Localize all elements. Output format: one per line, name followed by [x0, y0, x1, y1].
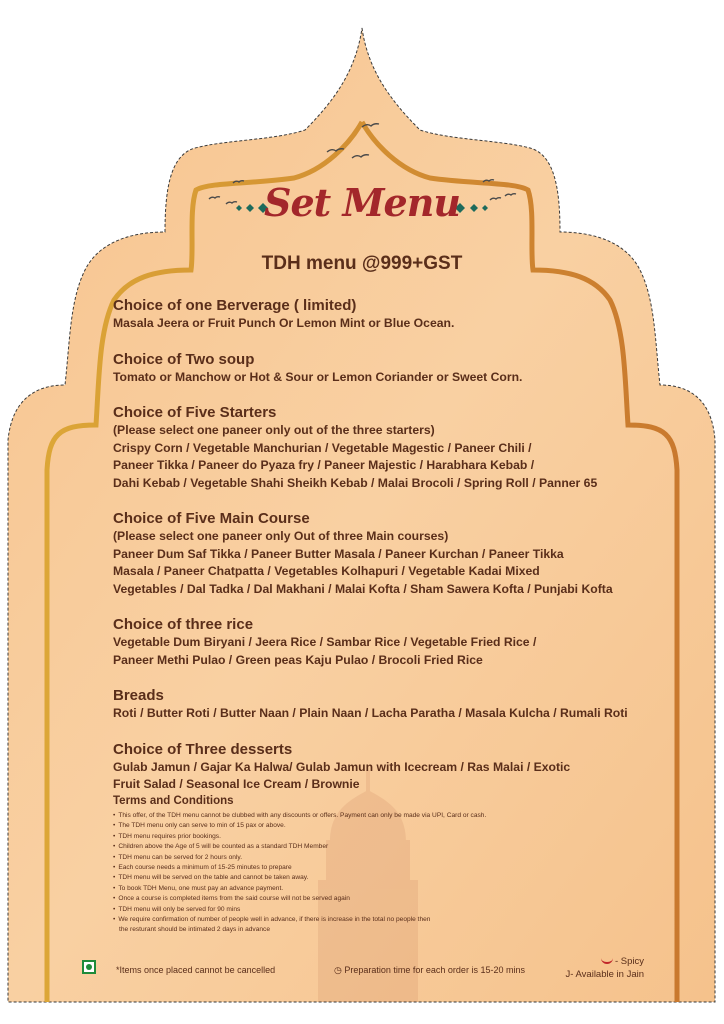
section-line: Vegetable Dum Biryani / Jeera Rice / Sambar Rice / Vegetable Fried Rice /: [113, 635, 537, 649]
section-main-course: [113, 509, 693, 598]
section-line: Fruit Salad / Seasonal Ice Cream / Brownie: [113, 777, 360, 791]
legend: [565, 955, 644, 981]
menu-sections: [113, 296, 693, 811]
section-heading: Choice of Five Starters: [113, 404, 277, 421]
section-line: Paneer Dum Saf Tikka / Paneer Butter Masala / Paneer Kurchan / Paneer Tikka: [113, 546, 564, 561]
section-starters: [113, 403, 693, 492]
section-note: (Please select one paneer only out of the three starters): [113, 423, 435, 437]
section-note: (Please select one paneer only Out of three Main courses): [113, 529, 449, 543]
menu-title: Set Menu: [264, 180, 460, 225]
terms-and-conditions: [113, 794, 573, 936]
section-heading: Breads: [113, 687, 164, 704]
term-item: • We require confirmation of number of people well in advance, if there is increase in the total no people then: [113, 916, 431, 924]
term-item: • Once a course is completed items from the said course will not be served again: [113, 895, 350, 903]
term-item: • TDH menu will only be served for 90 mins: [113, 905, 241, 913]
section-line: Paneer Methi Pulao / Green peas Kaju Pulao / Brocoli Fried Rice: [113, 652, 483, 667]
veg-symbol-icon: [82, 960, 96, 974]
term-item-continuation: the resturant should be intimated 2 days in advance: [119, 926, 271, 934]
section-line: Paneer Tikka / Paneer do Pyaza fry / Paneer Majestic / Harabhara Kebab /: [113, 458, 535, 472]
section-beverage: [113, 296, 693, 333]
terms-heading: Terms and Conditions: [113, 795, 234, 807]
section-line: Masala / Paneer Chatpatta / Vegetables Kolhapuri / Vegetable Kadai Mixed: [113, 564, 540, 578]
clock-icon: ◷: [334, 965, 342, 975]
section-line: Roti / Butter Roti / Butter Naan / Plain Naan / Lacha Paratha / Masala Kulcha / Rumali Roti: [113, 706, 628, 720]
section-line: Tomato or Manchow or Hot & Sour or Lemon Coriander or Sweet Corn.: [113, 369, 523, 384]
section-line: Masala Jeera or Fruit Punch Or Lemon Mint or Blue Ocean.: [113, 316, 455, 330]
legend-jain: J- Available in Jain: [565, 969, 644, 980]
section-breads: [113, 686, 693, 723]
term-item: • TDH menu will be served on the table and cannot be taken away.: [113, 874, 309, 882]
term-item: • TDH menu requires prior bookings.: [113, 832, 221, 840]
prep-time-note: ◷ Preparation time for each order is 15-20 mins: [334, 965, 525, 975]
section-heading: Choice of Five Main Course: [113, 510, 310, 527]
section-rice: [113, 615, 693, 669]
section-heading: Choice of one Berverage ( limited): [113, 297, 357, 314]
section-line: Crispy Corn / Vegetable Manchurian / Vegetable Magestic / Paneer Chili /: [113, 440, 532, 455]
menu-price-subtitle: TDH menu @999+GST: [261, 253, 463, 274]
section-heading: Choice of Three desserts: [113, 740, 293, 758]
section-line: Dahi Kebab / Vegetable Shahi Sheikh Kebab / Malai Brocoli / Spring Roll / Panner 65: [113, 475, 598, 490]
section-heading: Choice of Two soup: [113, 350, 255, 368]
term-item: • Each course needs a minimum of 15-25 minutes to prepare: [113, 864, 292, 872]
term-item: • The TDH menu only can serve to min of 15 pax or above.: [113, 822, 286, 830]
section-heading: Choice of three rice: [113, 616, 254, 633]
section-line: Gulab Jamun / Gajar Ka Halwa/ Gulab Jamun with Icecream / Ras Malai / Exotic: [113, 759, 571, 774]
section-soup: [113, 350, 693, 387]
term-item: • TDH menu can be served for 2 hours only.: [113, 853, 243, 861]
section-line: Vegetables / Dal Tadka / Dal Makhani / Malai Kofta / Sham Sawera Kofta / Punjabi Kofta: [113, 581, 613, 596]
term-item: • To book TDH Menu, one must pay an advance payment.: [113, 884, 284, 892]
section-desserts: [113, 740, 693, 794]
chili-icon: [601, 958, 613, 964]
legend-spicy: - Spicy: [565, 955, 644, 968]
term-item: • Children above the Age of 5 will be counted as a standard TDH Member: [113, 843, 329, 851]
cancel-note: *Items once placed cannot be cancelled: [116, 965, 276, 975]
term-item: • This offer, of the TDH menu cannot be clubbed with any discounts or offers. Payment can only be made via UPI, Card or cash.: [113, 812, 487, 819]
